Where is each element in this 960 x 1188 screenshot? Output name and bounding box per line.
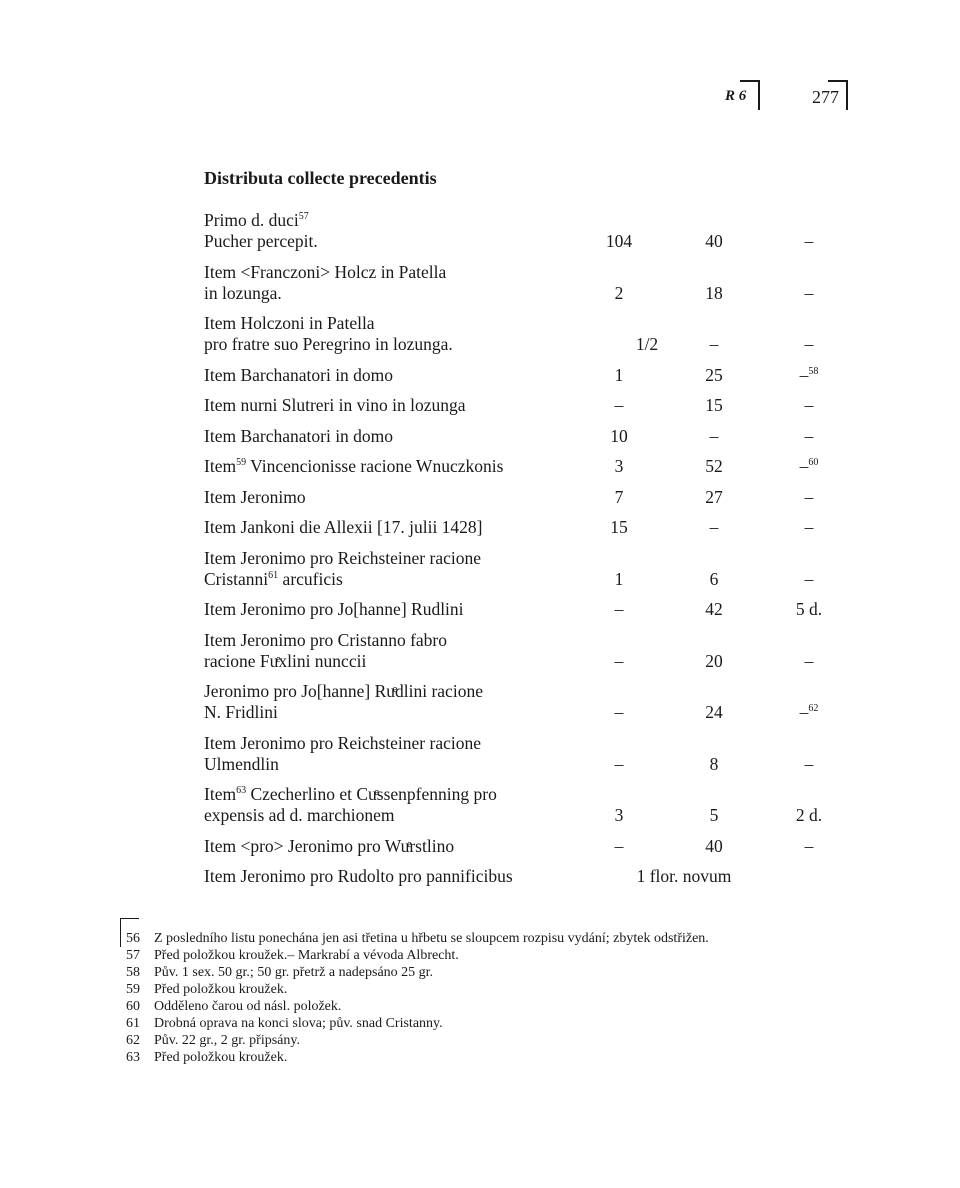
entry-text <box>204 313 604 355</box>
entry-text <box>204 681 604 723</box>
corner-mark <box>828 80 848 110</box>
amount-grossi: 25 <box>705 364 723 385</box>
entry-line: Item Jeronimo pro Reichsteiner racione <box>204 547 481 568</box>
ledger-entries <box>204 210 844 897</box>
footnote-text: Z posledního listu ponechána jen asi třetina u hřbetu se sloupcem rozpisu vydání; zbytek odstřižen. <box>154 931 709 946</box>
amount-grossi: 24 <box>705 702 723 722</box>
entry-line: Item Jeronimo pro Cristanno fabro <box>204 629 448 650</box>
page-number: 277 <box>812 87 839 107</box>
footnote <box>120 981 820 998</box>
ledger-entry <box>204 313 844 355</box>
ledger-entry <box>204 548 844 590</box>
amount-grossi: 20 <box>705 650 723 671</box>
footnote-text: Drobná oprava na konci slova; pův. snad Cristanny. <box>154 1016 443 1031</box>
footnote-text: Před položkou kroužek. <box>154 982 288 997</box>
entry-line: in lozunga. <box>204 282 282 303</box>
footnote <box>120 964 820 981</box>
entry-text <box>204 548 604 590</box>
entry-text <box>204 517 604 538</box>
ledger-entry <box>204 210 844 252</box>
amount-sexagenae: 10 <box>610 425 628 446</box>
entry-line: pro fratre suo Peregrino in lozunga. <box>204 334 453 354</box>
entry-text <box>204 365 604 386</box>
footnote-ref: 59 <box>236 457 247 469</box>
footnote-text: Před položkou kroužek. <box>154 1050 288 1065</box>
amount-denarii: – <box>804 486 814 507</box>
entry-line: Jeronimo pro Jo[hanne] Ruͤdlini racione <box>204 681 483 701</box>
amount-sexagenae: – <box>614 599 624 619</box>
footnote <box>120 947 820 964</box>
ledger-entry <box>204 365 844 386</box>
amount-sexagenae: 15 <box>610 517 628 537</box>
ledger-entry <box>204 733 844 775</box>
footnote-ref: 61 <box>268 569 279 581</box>
footnote-ref: 62 <box>808 703 819 715</box>
amount-denarii: – <box>804 231 814 251</box>
entry-line: racione Fuͤxlini nunccii <box>204 650 367 671</box>
amount-denarii: – <box>804 282 814 303</box>
amount-sexagenae: 1 <box>614 364 624 385</box>
entry-line: expensis ad d. marchionem <box>204 805 395 825</box>
amount-denarii: – <box>804 753 814 774</box>
running-header <box>0 80 960 110</box>
entry-line: Item Jankoni die Allexii [17. julii 1428] <box>204 517 483 537</box>
entry-text <box>204 733 604 775</box>
amount-denarii: – <box>804 835 814 856</box>
ledger-entry <box>204 487 844 508</box>
entry-line: Item Jeronimo pro Rudolto pro pannificibus <box>204 866 513 886</box>
entry-line: Ulmendlin <box>204 753 279 774</box>
entry-line: Cristanni$^{61}$ arcuficis <box>204 568 343 589</box>
amount-grossi: 8 <box>709 753 719 774</box>
footnote-number: 63 <box>126 1050 140 1065</box>
ledger-entry <box>204 599 844 620</box>
amount-sexagenae: 2 <box>614 282 624 303</box>
amount-denarii: – <box>804 425 814 446</box>
amount-grossi: – <box>709 517 719 537</box>
amount-grossi: 5 <box>709 805 719 825</box>
amount-denarii: –$^{60}$ <box>799 456 819 476</box>
amount-sexagenae: – <box>614 835 624 856</box>
entry-text <box>204 426 604 447</box>
entry-text <box>204 262 604 304</box>
entry-text <box>204 395 604 416</box>
amount-sexagenae: – <box>614 753 624 774</box>
ledger-entry <box>204 426 844 447</box>
entry-line: Primo d. duci$^{57}$ <box>204 210 309 230</box>
entry-line: Item$^{59}$ Vincencionisse racione Wnuczkonis <box>204 456 504 476</box>
amount-grossi: 40 <box>705 835 723 856</box>
entry-text <box>204 836 604 857</box>
ledger-entry <box>204 517 844 538</box>
amount-sexagenae: – <box>614 650 624 671</box>
amount-sexagenae: 1 <box>614 568 624 589</box>
entry-line: Item Jeronimo pro Reichsteiner racione <box>204 732 481 753</box>
footnote <box>120 1032 820 1049</box>
amount-grossi: 6 <box>709 568 719 589</box>
amount-grossi: 40 <box>705 231 723 251</box>
amount-sexagenae: 7 <box>614 486 624 507</box>
amount-sexagenae: 3 <box>614 805 624 825</box>
entry-text <box>204 487 604 508</box>
footnote-number: 60 <box>126 999 140 1014</box>
ledger-entry <box>204 784 844 826</box>
footnote-number: 58 <box>126 965 140 980</box>
footnote <box>120 1049 820 1066</box>
footnote-number: 61 <box>126 1016 140 1031</box>
entry-line: Item <pro> Jeronimo pro Wuͤrstlino <box>204 835 455 856</box>
amount-denarii: – <box>804 334 814 354</box>
amount-denarii: – <box>804 517 814 537</box>
entry-text <box>204 456 604 477</box>
footnote <box>120 998 820 1015</box>
footnote-text: Odděleno čarou od násl. položek. <box>154 999 342 1014</box>
ledger-entry <box>204 630 844 672</box>
amount-denarii: 5 d. <box>795 599 823 619</box>
amount-denarii: – <box>804 568 814 589</box>
entry-text <box>204 866 604 887</box>
footnote-ref: 60 <box>808 457 819 469</box>
entry-line: Item <Franczoni> Holcz in Patella <box>204 261 447 282</box>
footnotes <box>120 918 820 1066</box>
amount-grossi: 18 <box>705 282 723 303</box>
footnote-ref: 63 <box>236 785 247 797</box>
entry-text <box>204 630 604 672</box>
amount-grossi: 15 <box>705 395 723 415</box>
entry-line: Item Jeronimo <box>204 486 306 507</box>
footnote-text: Pův. 1 sex. 50 gr.; 50 gr. přetrž a nadepsáno 25 gr. <box>154 965 434 980</box>
footnote-number: 62 <box>126 1033 140 1048</box>
ledger-entry <box>204 681 844 723</box>
ledger-entry <box>204 262 844 304</box>
footnote-ref: 57 <box>298 211 309 223</box>
amount-denarii: – <box>804 650 814 671</box>
amount-denarii: 2 d. <box>795 805 823 825</box>
footnote-number: 57 <box>126 948 140 963</box>
ledger-entry <box>204 456 844 477</box>
amount-grossi: – <box>709 334 719 354</box>
footnote <box>120 1015 820 1032</box>
entry-line: Item Barchanatori in domo <box>204 364 394 385</box>
ledger-entry <box>204 395 844 416</box>
entry-text <box>204 599 604 620</box>
amount-sexagenae: 3 <box>614 456 624 476</box>
corner-mark <box>740 80 760 110</box>
footnote-text: Před položkou kroužek.– Markrabí a vévoda Albrecht. <box>154 948 459 963</box>
amount-denarii: –$^{58}$ <box>799 364 819 385</box>
entry-line: Pucher percepit. <box>204 231 318 251</box>
entry-line: Item nurni Slutreri in vino in lozunga <box>204 395 466 415</box>
amount-grossi: 27 <box>705 486 723 507</box>
footnote-number: 59 <box>126 982 140 997</box>
entry-line: N. Fridlini <box>204 702 278 722</box>
amount-grossi: 42 <box>705 599 723 619</box>
ledger-entry <box>204 836 844 857</box>
footnote-number: 56 <box>126 931 140 946</box>
entry-line: Item Holczoni in Patella <box>204 313 375 333</box>
amount-sexagenae: 1/2 <box>635 334 659 354</box>
amount-sexagenae: 104 <box>605 231 633 251</box>
amount-sexagenae: – <box>614 702 624 722</box>
footnote <box>120 930 820 947</box>
entry-line: Item$^{63}$ Czecherlino et Cuͤssenpfenning pro <box>204 784 497 804</box>
amount-span: 1 flor. novum <box>636 866 732 886</box>
amount-denarii: –$^{62}$ <box>799 702 819 722</box>
entry-text <box>204 210 604 252</box>
amount-grossi: 52 <box>705 456 723 476</box>
footnote-ref: 58 <box>808 365 819 377</box>
entry-text <box>204 784 604 826</box>
section-title: Distributa collecte precedentis <box>204 168 437 188</box>
section-label: R 6 <box>725 88 747 104</box>
ledger-entry <box>204 866 844 887</box>
footnote-text: Pův. 22 gr., 2 gr. připsány. <box>154 1033 300 1048</box>
entry-line: Item Barchanatori in domo <box>204 425 394 446</box>
entry-line: Item Jeronimo pro Jo[hanne] Rudlini <box>204 599 464 619</box>
amount-sexagenae: – <box>614 395 624 415</box>
amount-grossi: – <box>709 425 719 446</box>
amount-denarii: – <box>804 395 814 415</box>
